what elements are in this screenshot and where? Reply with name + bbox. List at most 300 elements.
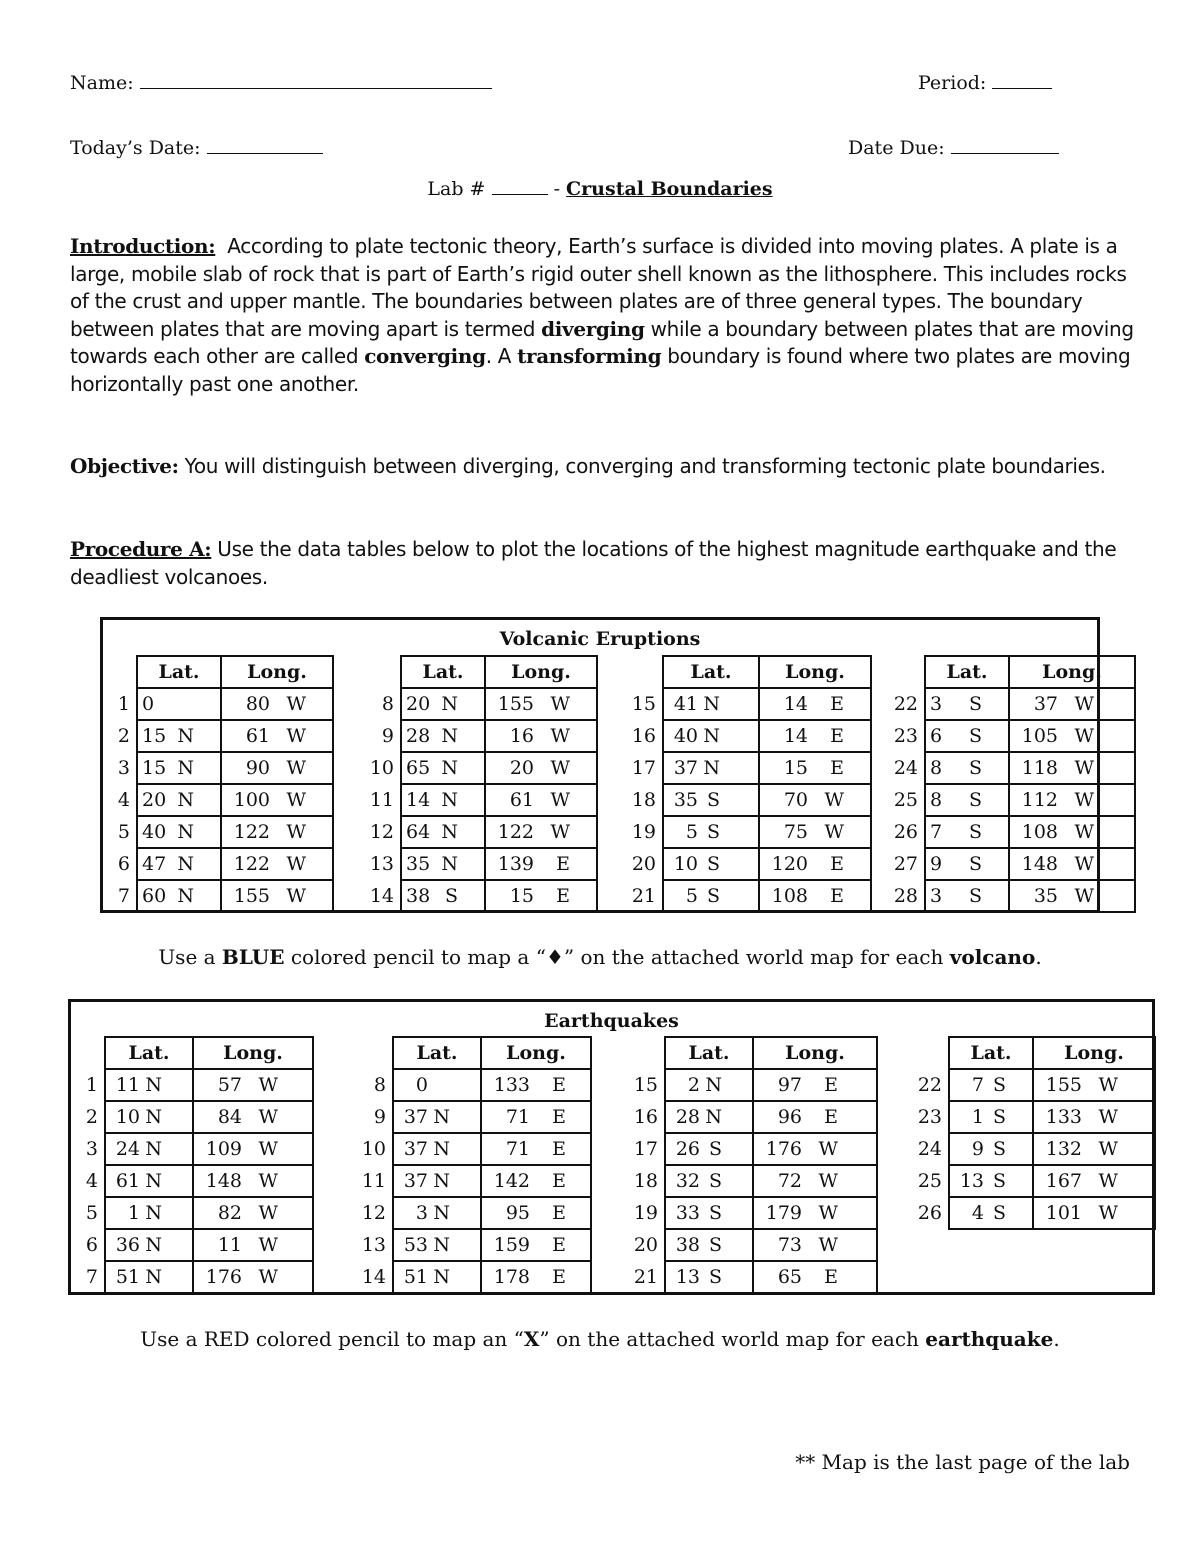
row-number: 28 [893, 885, 918, 907]
latitude-cell [137, 848, 221, 880]
longitude-hemisphere: W [286, 789, 306, 811]
longitude-cell [193, 1261, 313, 1293]
longitude-value: 118 [1021, 757, 1058, 779]
table-row [906, 1165, 1155, 1197]
objective-text: You will distinguish between diverging, converging and transforming tectonic plate boundaries. [184, 454, 1106, 478]
longitude-value: 132 [1045, 1138, 1082, 1160]
longitude-cell [485, 880, 597, 912]
latitude-cell [393, 1229, 481, 1261]
longitude-hemisphere: E [824, 1074, 838, 1096]
table-row [354, 1133, 591, 1165]
latitude-value: 47 [142, 853, 167, 875]
longitude-hemisphere: E [830, 693, 844, 715]
row-number: 13 [361, 1234, 386, 1256]
row-number: 22 [893, 693, 918, 715]
table-row [104, 848, 333, 880]
latitude-hemisphere: N [441, 789, 458, 811]
longitude-cell [221, 752, 333, 784]
longitude-cell [1033, 1133, 1155, 1165]
latitude-cell [105, 1069, 193, 1101]
longitude-cell [753, 1133, 877, 1165]
row-number: 16 [631, 725, 656, 747]
latitude-value: 35 [673, 789, 698, 811]
row-number: 8 [373, 1074, 386, 1096]
latitude-cell [401, 784, 485, 816]
longitude-hemisphere: W [258, 1170, 278, 1192]
latitude-cell [663, 688, 759, 720]
longitude-cell [759, 688, 871, 720]
lat-header: Lat. [925, 656, 1009, 688]
latitude-cell [665, 1133, 753, 1165]
latitude-hemisphere: N [177, 725, 194, 747]
longitude-value: 95 [505, 1202, 530, 1224]
longitude-cell [221, 848, 333, 880]
row-number: 24 [917, 1138, 942, 1160]
longitude-hemisphere: W [818, 1170, 838, 1192]
latitude-hemisphere: N [433, 1266, 450, 1288]
longitude-hemisphere: W [550, 821, 570, 843]
row-number: 13 [369, 853, 394, 875]
row-number: 15 [631, 693, 656, 715]
latitude-cell [105, 1261, 193, 1293]
name-label: Name: [70, 72, 134, 94]
latitude-cell [663, 848, 759, 880]
latitude-hemisphere: N [145, 1170, 162, 1192]
table-row [622, 1261, 877, 1293]
longitude-cell [481, 1069, 591, 1101]
longitude-hemisphere: E [556, 853, 570, 875]
latitude-hemisphere: S [992, 1106, 1006, 1128]
table-row [104, 752, 333, 784]
longitude-value: 96 [777, 1106, 802, 1128]
latitude-cell [925, 720, 1009, 752]
row-number: 16 [633, 1106, 658, 1128]
latitude-value: 61 [115, 1170, 140, 1192]
longitude-hemisphere: W [1074, 757, 1094, 779]
longitude-hemisphere: W [258, 1074, 278, 1096]
longitude-cell [193, 1101, 313, 1133]
table-row [104, 720, 333, 752]
longitude-value: 108 [771, 885, 808, 907]
longitude-hemisphere: W [824, 789, 844, 811]
table-row [360, 784, 597, 816]
row-number: 19 [633, 1202, 658, 1224]
latitude-hemisphere: S [706, 885, 720, 907]
longitude-value: 65 [777, 1266, 802, 1288]
table-row [622, 1197, 877, 1229]
longitude-hemisphere: W [1074, 821, 1094, 843]
longitude-cell [759, 880, 871, 912]
table-row [906, 1101, 1155, 1133]
longitude-hemisphere: E [552, 1170, 566, 1192]
row-number: 19 [631, 821, 656, 843]
longitude-hemisphere: W [1098, 1074, 1118, 1096]
latitude-value: 40 [673, 725, 698, 747]
longitude-value: 122 [497, 821, 534, 843]
latitude-value: 51 [403, 1266, 428, 1288]
row-number: 22 [917, 1074, 942, 1096]
latitude-value: 65 [406, 757, 431, 779]
lab-dash: - [553, 178, 560, 200]
longitude-hemisphere: W [286, 853, 306, 875]
longitude-cell [1009, 816, 1135, 848]
longitude-value: 37 [1033, 693, 1058, 715]
todays-date-field [70, 137, 323, 159]
latitude-value: 13 [675, 1266, 700, 1288]
table-row [882, 752, 1135, 784]
row-number: 4 [85, 1170, 98, 1192]
keyword-converging: converging [364, 344, 486, 368]
longitude-cell [485, 816, 597, 848]
latitude-cell [105, 1197, 193, 1229]
date-due-field [848, 137, 1059, 159]
procedure-a-label: Procedure A: [70, 537, 212, 561]
latitude-hemisphere: S [968, 885, 982, 907]
latitude-value: 13 [959, 1170, 984, 1192]
table-row [620, 784, 871, 816]
latitude-cell [925, 752, 1009, 784]
earthquake-instruction-pre: Use a RED colored pencil to map an “ [140, 1327, 524, 1351]
longitude-value: 14 [783, 693, 808, 715]
table-row [72, 1197, 313, 1229]
table-row [360, 880, 597, 912]
latitude-cell [393, 1069, 481, 1101]
table-row [906, 1197, 1155, 1229]
earthquakes-table-group-1 [72, 1036, 314, 1294]
row-number: 21 [631, 885, 656, 907]
longitude-value: 90 [245, 757, 270, 779]
long-header: Long. [1033, 1037, 1155, 1069]
longitude-cell [193, 1133, 313, 1165]
keyword-transforming: transforming [517, 344, 662, 368]
earthquakes-table-group-4 [906, 1036, 1156, 1230]
row-number-header [622, 1037, 665, 1069]
longitude-cell [753, 1165, 877, 1197]
longitude-cell [1009, 848, 1135, 880]
row-number: 24 [893, 757, 918, 779]
row-number: 7 [85, 1266, 98, 1288]
latitude-cell [105, 1133, 193, 1165]
latitude-hemisphere: N [441, 821, 458, 843]
row-number: 26 [893, 821, 918, 843]
earthquakes-table-group-3 [622, 1036, 878, 1294]
longitude-hemisphere: W [550, 693, 570, 715]
latitude-hemisphere: S [708, 1138, 722, 1160]
longitude-hemisphere: W [258, 1234, 278, 1256]
latitude-value: 40 [142, 821, 167, 843]
row-number-header [72, 1037, 105, 1069]
longitude-value: 20 [509, 757, 534, 779]
long-header: Long. [481, 1037, 591, 1069]
latitude-hemisphere: N [145, 1074, 162, 1096]
table-row [354, 1101, 591, 1133]
longitude-cell [481, 1133, 591, 1165]
row-number: 25 [917, 1170, 942, 1192]
latitude-cell [949, 1069, 1033, 1101]
latitude-value: 7 [930, 821, 943, 843]
volcano-table-title: Volcanic Eruptions [499, 628, 701, 650]
latitude-hemisphere: S [708, 1170, 722, 1192]
latitude-value: 37 [403, 1170, 428, 1192]
row-number: 17 [631, 757, 656, 779]
latitude-hemisphere: N [433, 1202, 450, 1224]
latitude-hemisphere: N [441, 853, 458, 875]
row-number: 2 [85, 1106, 98, 1128]
table-row [620, 752, 871, 784]
table-row [354, 1261, 591, 1293]
longitude-hemisphere: E [830, 757, 844, 779]
row-number: 8 [381, 693, 394, 715]
latitude-value: 5 [685, 821, 698, 843]
longitude-cell [221, 880, 333, 912]
latitude-cell [105, 1101, 193, 1133]
table-row [72, 1101, 313, 1133]
latitude-cell [925, 688, 1009, 720]
latitude-cell [137, 784, 221, 816]
row-number: 3 [117, 757, 130, 779]
table-row [72, 1261, 313, 1293]
longitude-value: 159 [493, 1234, 530, 1256]
date-due-blank[interactable] [951, 139, 1059, 154]
longitude-value: 139 [497, 853, 534, 875]
row-number: 14 [361, 1266, 386, 1288]
row-number-header [354, 1037, 393, 1069]
longitude-hemisphere: W [1098, 1202, 1118, 1224]
latitude-hemisphere: N [703, 757, 720, 779]
table-row [882, 688, 1135, 720]
longitude-value: 178 [493, 1266, 530, 1288]
latitude-hemisphere: N [145, 1106, 162, 1128]
row-number: 12 [369, 821, 394, 843]
latitude-hemisphere: S [968, 789, 982, 811]
longitude-hemisphere: W [550, 757, 570, 779]
introduction-text-1: According to plate tectonic theory, Earth’s surface is divided into moving plates. A plate is a large, mobile slab of rock that is part of Earth’s rigid outer shell known as the lithosphere. This includes rocks of the crust and upper mantle. The boundaries between plates are of three general types. The boundary between plates that are moving apart is termed [70, 234, 1127, 341]
latitude-cell [137, 880, 221, 912]
row-number-header [620, 656, 663, 688]
longitude-hemisphere: W [1098, 1138, 1118, 1160]
longitude-cell [481, 1165, 591, 1197]
table-row [882, 784, 1135, 816]
longitude-hemisphere: W [1074, 885, 1094, 907]
latitude-hemisphere: N [177, 853, 194, 875]
longitude-cell [485, 752, 597, 784]
row-number: 10 [361, 1138, 386, 1160]
longitude-cell [1009, 880, 1135, 912]
latitude-cell [401, 816, 485, 848]
row-number: 23 [893, 725, 918, 747]
longitude-cell [485, 848, 597, 880]
table-row [906, 1133, 1155, 1165]
longitude-value: 71 [505, 1138, 530, 1160]
longitude-hemisphere: E [552, 1138, 566, 1160]
table-row [620, 816, 871, 848]
latitude-value: 37 [403, 1106, 428, 1128]
table-row [622, 1133, 877, 1165]
latitude-hemisphere: N [433, 1234, 450, 1256]
latitude-value: 0 [415, 1074, 428, 1096]
latitude-cell [663, 880, 759, 912]
latitude-hemisphere: S [968, 821, 982, 843]
volcanoes-table-group-2 [360, 655, 598, 913]
table-row [360, 816, 597, 848]
longitude-cell [485, 720, 597, 752]
latitude-value: 20 [406, 693, 431, 715]
lat-header: Lat. [393, 1037, 481, 1069]
latitude-cell [949, 1133, 1033, 1165]
longitude-value: 108 [1021, 821, 1058, 843]
longitude-hemisphere: W [286, 757, 306, 779]
introduction-text-3: . A [485, 344, 518, 368]
longitude-value: 15 [783, 757, 808, 779]
latitude-hemisphere: N [145, 1138, 162, 1160]
latitude-hemisphere: S [444, 885, 458, 907]
longitude-cell [485, 784, 597, 816]
long-header: Long. [193, 1037, 313, 1069]
latitude-cell [393, 1261, 481, 1293]
longitude-hemisphere: W [258, 1106, 278, 1128]
longitude-hemisphere: W [1098, 1170, 1118, 1192]
period-blank[interactable] [992, 74, 1052, 89]
latitude-value: 20 [142, 789, 167, 811]
latitude-value: 28 [675, 1106, 700, 1128]
longitude-value: 155 [497, 693, 534, 715]
volcano-instruction-mid: colored pencil to map a “♦” on the attached world map for each [284, 945, 950, 969]
row-number: 4 [117, 789, 130, 811]
latitude-cell [949, 1165, 1033, 1197]
longitude-value: 112 [1021, 789, 1058, 811]
latitude-hemisphere: N [177, 789, 194, 811]
table-row [354, 1229, 591, 1261]
longitude-hemisphere: E [830, 725, 844, 747]
table-row [620, 720, 871, 752]
row-number: 14 [369, 885, 394, 907]
period-label: Period: [918, 72, 987, 94]
row-number: 18 [633, 1170, 658, 1192]
longitude-value: 61 [245, 725, 270, 747]
lab-title-line [0, 178, 1200, 200]
longitude-hemisphere: E [552, 1234, 566, 1256]
table-row [354, 1069, 591, 1101]
latitude-hemisphere: N [705, 1074, 722, 1096]
longitude-cell [1009, 720, 1135, 752]
todays-date-blank[interactable] [207, 139, 323, 154]
longitude-value: 73 [777, 1234, 802, 1256]
longitude-cell [1009, 784, 1135, 816]
longitude-value: 155 [1045, 1074, 1082, 1096]
latitude-cell [105, 1229, 193, 1261]
volcano-target: volcano [949, 945, 1036, 969]
longitude-value: 11 [217, 1234, 242, 1256]
longitude-value: 167 [1045, 1170, 1082, 1192]
latitude-cell [925, 848, 1009, 880]
latitude-cell [393, 1101, 481, 1133]
row-number-header [104, 656, 137, 688]
lat-header: Lat. [137, 656, 221, 688]
latitude-cell [401, 752, 485, 784]
longitude-value: 57 [217, 1074, 242, 1096]
longitude-cell [193, 1069, 313, 1101]
row-number: 20 [633, 1234, 658, 1256]
longitude-hemisphere: W [824, 821, 844, 843]
longitude-value: 105 [1021, 725, 1058, 747]
latitude-cell [137, 720, 221, 752]
longitude-hemisphere: E [830, 853, 844, 875]
latitude-value: 15 [142, 757, 167, 779]
latitude-hemisphere: S [708, 1234, 722, 1256]
longitude-value: 61 [509, 789, 534, 811]
latitude-hemisphere: N [433, 1170, 450, 1192]
latitude-value: 3 [930, 693, 943, 715]
row-number: 10 [369, 757, 394, 779]
latitude-value: 41 [673, 693, 698, 715]
longitude-cell [759, 816, 871, 848]
latitude-hemisphere: S [706, 789, 720, 811]
latitude-cell [393, 1133, 481, 1165]
latitude-hemisphere: N [177, 885, 194, 907]
longitude-cell [221, 688, 333, 720]
row-number: 6 [117, 853, 130, 875]
longitude-cell [759, 752, 871, 784]
latitude-value: 51 [115, 1266, 140, 1288]
latitude-cell [401, 880, 485, 912]
row-number: 5 [117, 821, 130, 843]
latitude-hemisphere: N [145, 1202, 162, 1224]
longitude-hemisphere: W [258, 1138, 278, 1160]
latitude-cell [401, 720, 485, 752]
latitude-value: 32 [675, 1170, 700, 1192]
objective-label: Objective: [70, 454, 179, 478]
longitude-hemisphere: E [824, 1266, 838, 1288]
longitude-hemisphere: E [552, 1266, 566, 1288]
latitude-cell [393, 1197, 481, 1229]
longitude-hemisphere: E [552, 1202, 566, 1224]
latitude-cell [925, 784, 1009, 816]
latitude-value: 9 [971, 1138, 984, 1160]
earthquakes-table-group-2 [354, 1036, 592, 1294]
longitude-value: 176 [765, 1138, 802, 1160]
longitude-cell [193, 1165, 313, 1197]
longitude-cell [481, 1229, 591, 1261]
latitude-hemisphere: N [441, 693, 458, 715]
period-field [918, 72, 1052, 94]
name-blank[interactable] [140, 74, 492, 89]
latitude-value: 24 [115, 1138, 140, 1160]
table-row [354, 1197, 591, 1229]
latitude-value: 1 [127, 1202, 140, 1224]
latitude-cell [665, 1261, 753, 1293]
lab-number-blank[interactable] [492, 180, 548, 195]
latitude-cell [665, 1069, 753, 1101]
longitude-hemisphere: W [258, 1202, 278, 1224]
longitude-value: 133 [493, 1074, 530, 1096]
latitude-value: 5 [685, 885, 698, 907]
latitude-hemisphere: S [708, 1266, 722, 1288]
latitude-cell [665, 1197, 753, 1229]
latitude-value: 3 [415, 1202, 428, 1224]
longitude-cell [1033, 1197, 1155, 1229]
volcano-instruction-end: . [1035, 945, 1042, 969]
longitude-value: 122 [233, 853, 270, 875]
longitude-cell [481, 1261, 591, 1293]
latitude-value: 11 [115, 1074, 140, 1096]
introduction-text-2: while a boundary between plates that are moving towards each other are called [70, 316, 1134, 368]
longitude-value: 35 [1033, 885, 1058, 907]
latitude-hemisphere: S [968, 853, 982, 875]
table-row [360, 688, 597, 720]
latitude-hemisphere: N [145, 1234, 162, 1256]
row-number: 7 [117, 885, 130, 907]
row-number: 1 [85, 1074, 98, 1096]
